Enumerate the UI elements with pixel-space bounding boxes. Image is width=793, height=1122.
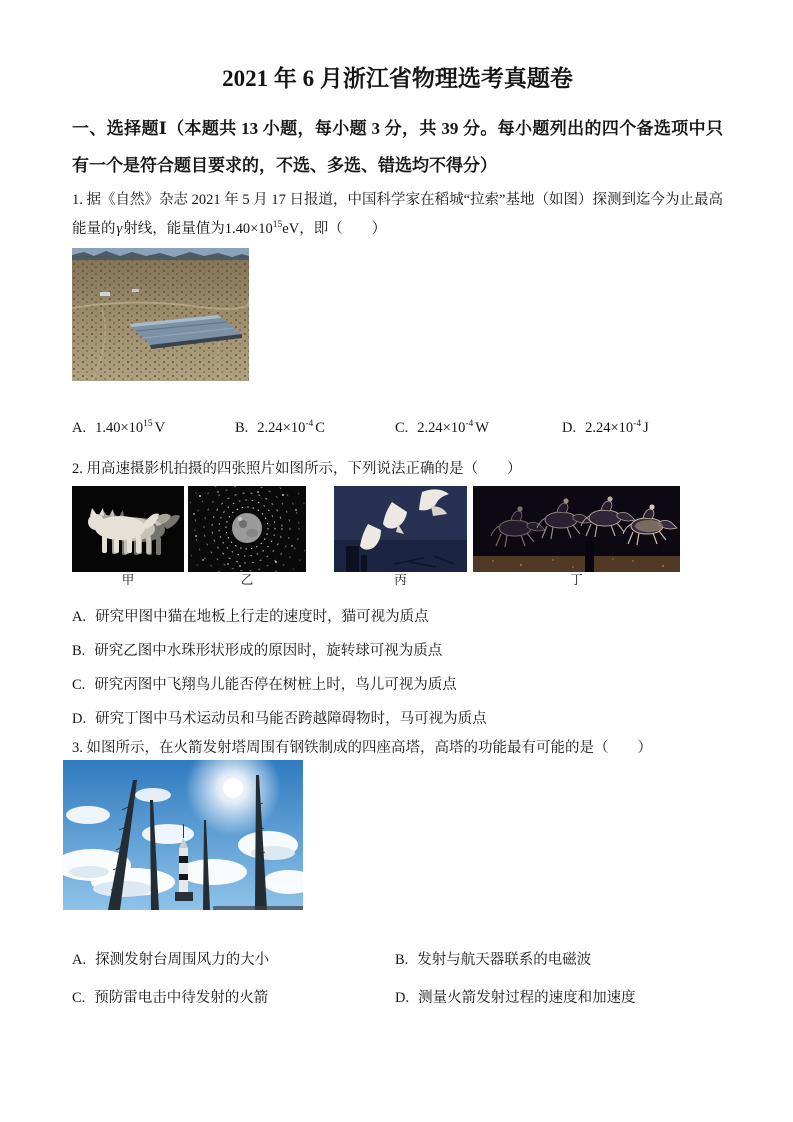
- option-1c-exponent: -4: [465, 419, 474, 430]
- photo-caption-ding: 丁: [570, 573, 583, 587]
- spinning-ball-droplet-spiral-photo: [188, 486, 306, 588]
- question-3-options: [72, 952, 723, 1006]
- option-3a-text: 探测发射台周围风力的大小: [95, 952, 270, 968]
- option-3c-text: 预防雷电击中待发射的火箭: [94, 990, 269, 1006]
- option-3c: [72, 990, 395, 1006]
- option-1a-value: 1.40×10: [95, 420, 144, 436]
- option-1b: [235, 419, 395, 437]
- photo-caption-jia: 甲: [121, 573, 135, 587]
- option-2c-label: C.: [72, 677, 86, 693]
- question-1-options: [72, 419, 723, 437]
- cat-walking-multi-exposure-photo: [72, 486, 184, 588]
- option-3b-label: B.: [395, 952, 409, 968]
- question-2-stem: 2. 用高速摄影机拍摄的四张照片如图所示，下列说法正确的是（ ）: [72, 461, 522, 477]
- q1-stem-exponent: 15: [272, 220, 283, 231]
- option-2a-label: A.: [72, 609, 87, 625]
- option-1d-value: 2.24×10: [585, 420, 634, 436]
- option-3d-label: D.: [395, 990, 410, 1006]
- option-3b-text: 发射与航天器联系的电磁波: [417, 952, 592, 968]
- option-3a-label: A.: [72, 952, 87, 968]
- option-1c-unit: W: [475, 420, 489, 436]
- option-1d-unit: J: [643, 420, 649, 436]
- option-3c-label: C.: [72, 990, 86, 1006]
- photo-caption-bing: 丙: [394, 573, 407, 587]
- gamma-symbol: γ: [116, 221, 123, 237]
- question-2-options: [72, 600, 723, 736]
- option-1b-exponent: -4: [305, 419, 314, 430]
- q1-stem-text-2: 射线，能量值为1.40×10: [123, 221, 273, 237]
- option-3d: [395, 990, 723, 1006]
- option-1b-unit: C: [315, 420, 325, 436]
- option-2d: [72, 702, 723, 736]
- option-2a-text: 研究甲图中猫在地板上行走的速度时，猫可视为质点: [95, 609, 429, 625]
- option-3d-text: 测量火箭发射过程的速度和加速度: [418, 990, 636, 1006]
- horse-jump-multi-exposure-photo: [473, 486, 680, 588]
- photo-caption-yi: 乙: [240, 573, 254, 587]
- option-2b: [72, 634, 723, 668]
- bird-landing-multi-exposure-photo: [334, 486, 467, 588]
- option-3b: [395, 952, 723, 968]
- option-2d-label: D.: [72, 711, 87, 727]
- rocket-launch-pad-with-four-towers-photo: [63, 760, 303, 910]
- option-1a-unit: V: [154, 420, 166, 436]
- option-2a: [72, 600, 723, 634]
- q1-stem-text-3: eV，即（ ）: [282, 221, 387, 237]
- option-1b-label: B.: [235, 420, 249, 436]
- option-1d-exponent: -4: [633, 419, 642, 430]
- option-2b-text: 研究乙图中水珠形状形成的原因时，旋转球可视为质点: [94, 643, 443, 659]
- option-3a: [72, 952, 395, 968]
- option-2c: [72, 668, 723, 702]
- page-title: 2021 年 6 月浙江省物理选考真题卷: [222, 66, 573, 91]
- question-2-photo-strip: [72, 486, 723, 588]
- q1-stem-text-1: 1. 据《自然》杂志 2021 年 5 月 17 日报道，中国科学家在稻城“拉索”基地（如图）探测到迄今为止最高能量的: [72, 192, 723, 237]
- option-1c-value: 2.24×10: [417, 420, 466, 436]
- option-1a: [72, 419, 235, 437]
- option-2b-label: B.: [72, 643, 86, 659]
- lhaaso-observatory-aerial-photo: [72, 248, 249, 381]
- option-1c-label: C.: [395, 420, 409, 436]
- option-1c: [395, 419, 562, 437]
- option-1b-value: 2.24×10: [257, 420, 306, 436]
- option-1d-label: D.: [562, 420, 577, 436]
- option-2c-text: 研究丙图中飞翔鸟儿能否停在树桩上时，鸟儿可视为质点: [94, 677, 457, 693]
- option-2d-text: 研究丁图中马术运动员和马能否跨越障碍物时，马可视为质点: [95, 711, 487, 727]
- option-1a-exponent: 15: [143, 419, 153, 430]
- question-3-stem: 3. 如图所示，在火箭发射塔周围有钢铁制成的四座高塔，高塔的功能最有可能的是（ ）: [72, 740, 652, 756]
- section1-heading: 一、选择题Ⅰ（本题共 13 小题，每小题 3 分，共 39 分。每小题列出的四个备选项中只有一个是符合题目要求的，不选、多选、错选均不得分）: [72, 119, 723, 175]
- option-1a-label: A.: [72, 420, 87, 436]
- question-1-stem: [72, 186, 723, 244]
- option-1d: [562, 419, 723, 437]
